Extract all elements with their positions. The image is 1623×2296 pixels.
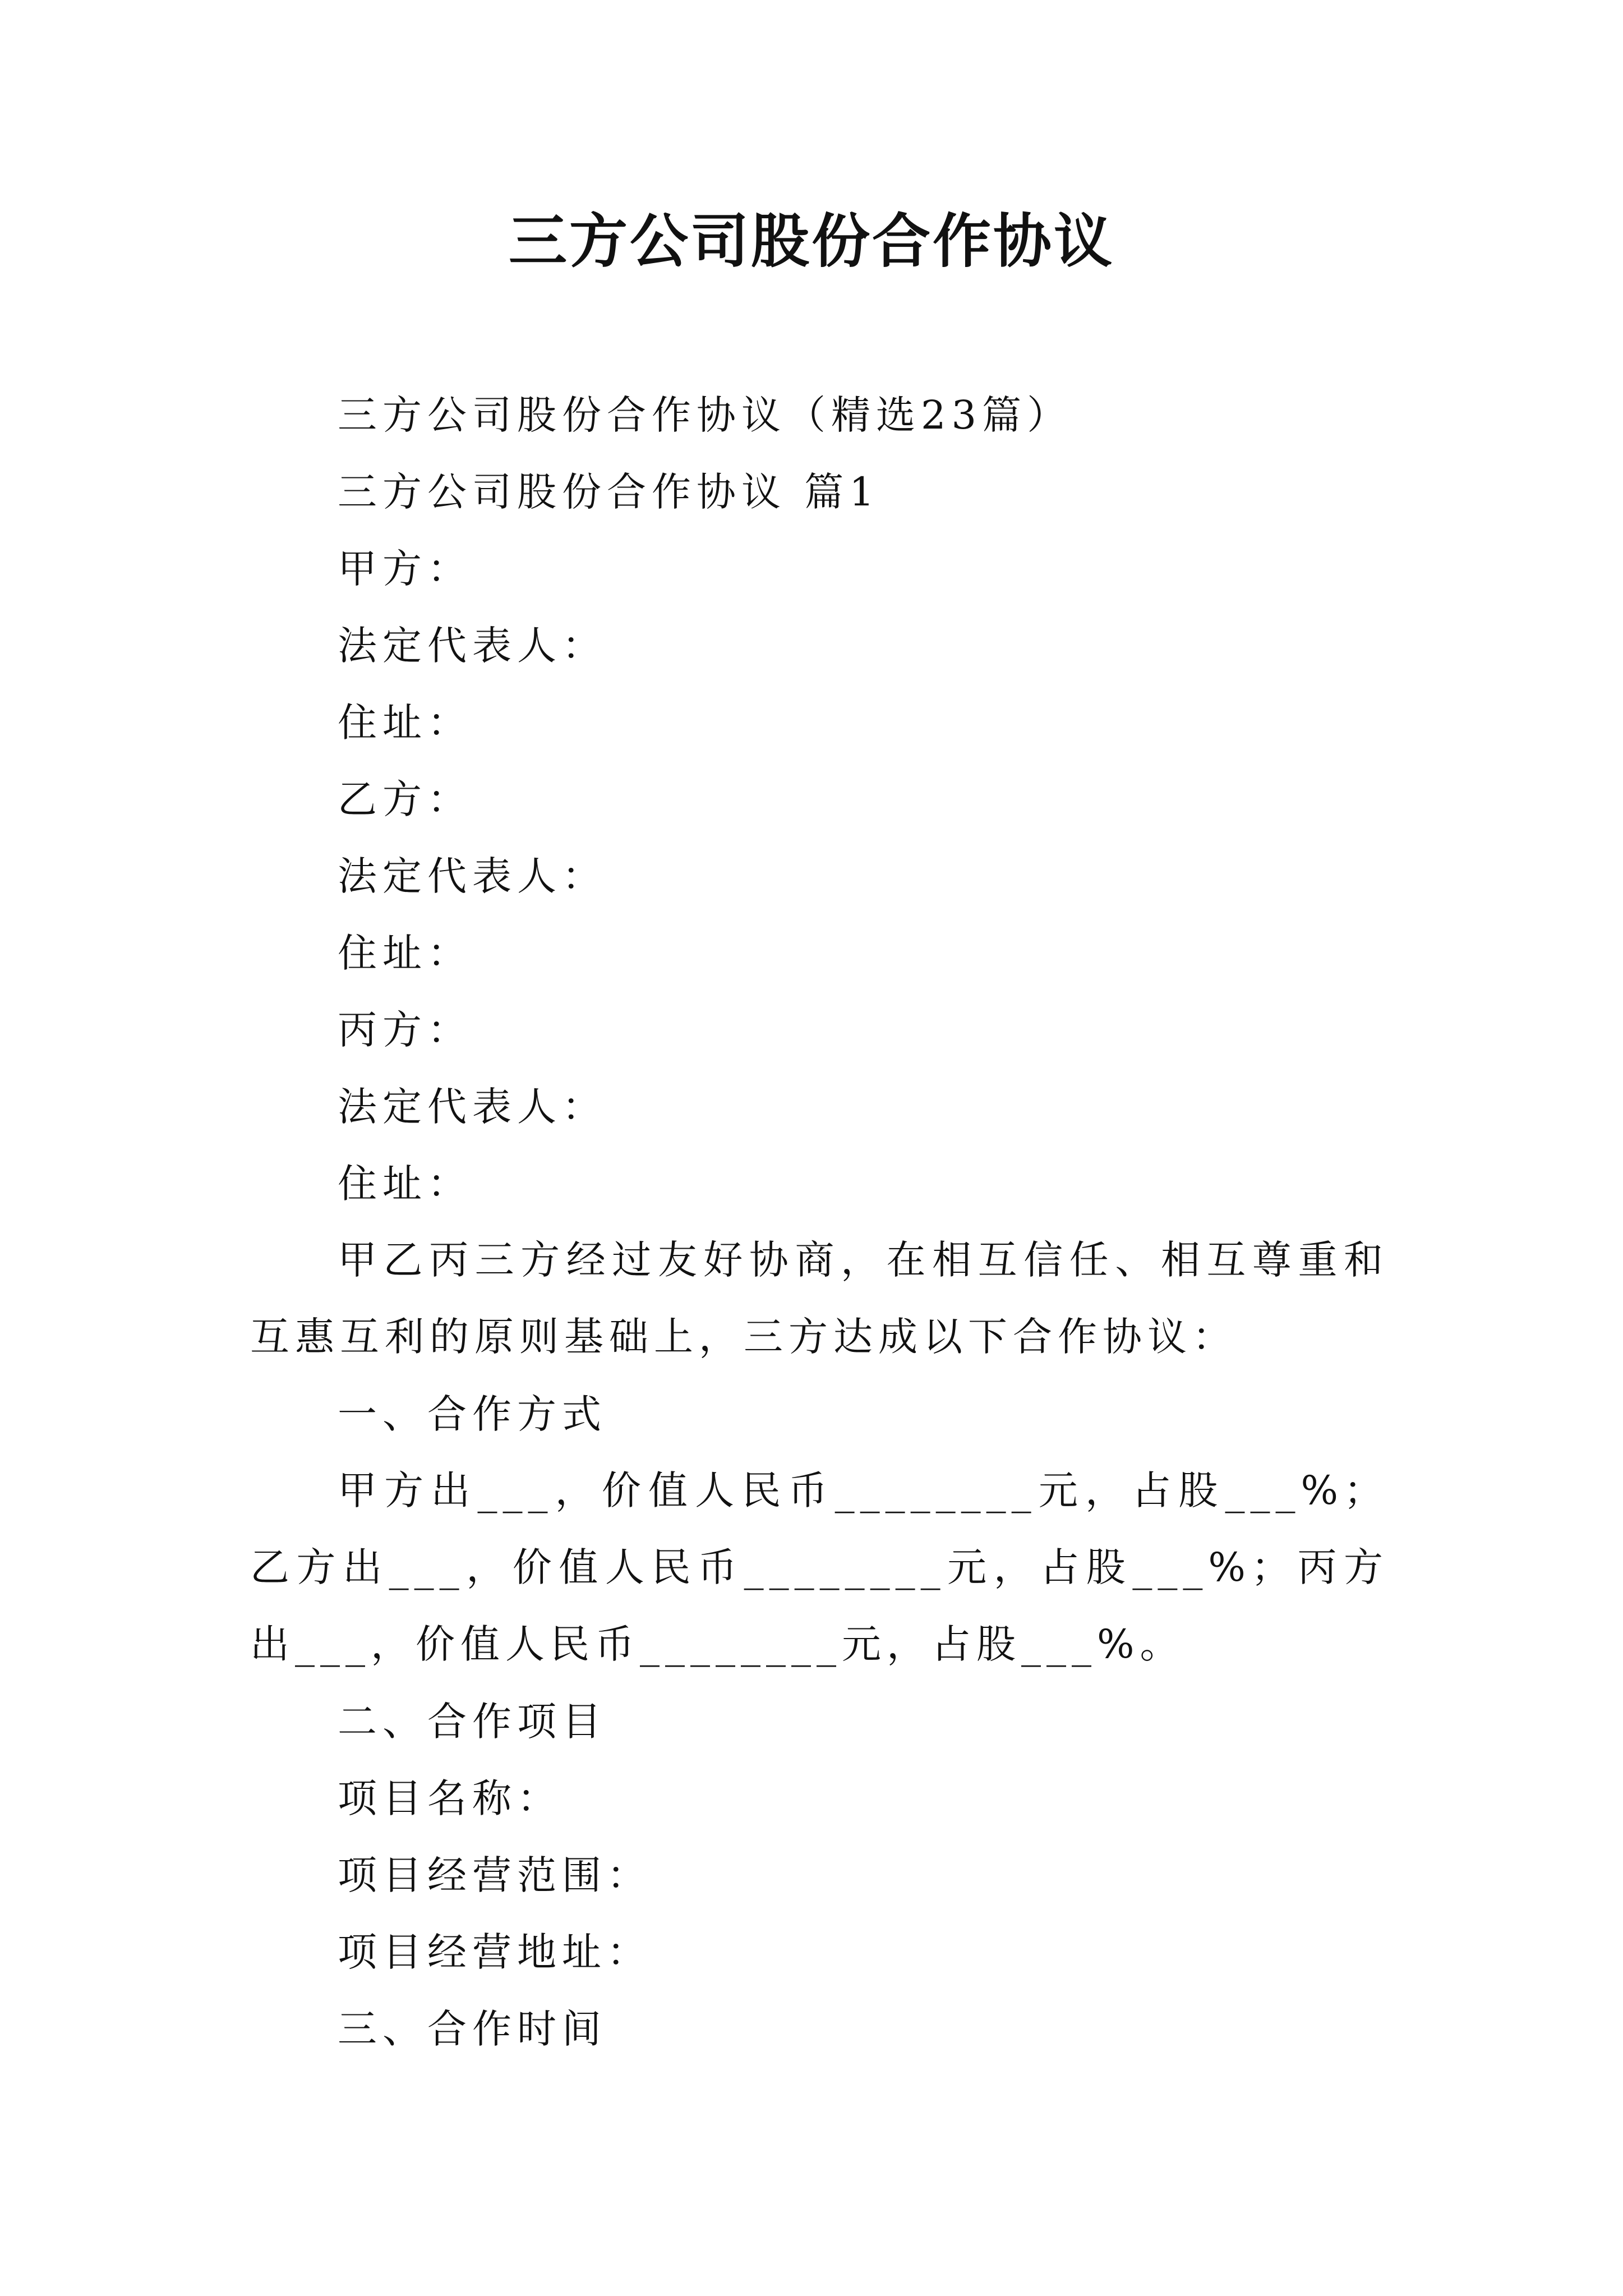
party-a-representative: 法定代表人：	[338, 623, 607, 669]
project-name-line: 项目名称：	[338, 1775, 562, 1821]
document-title: 三方公司股份合作协议	[508, 206, 1114, 275]
section-1-paragraph: 甲方出___，价值人民币________元，占股___%；乙方出___，价值人民币________元，占股___%；丙方出___，价值人民币________元，占股___%。	[250, 1467, 1389, 1667]
section-1-heading: 一、合作方式	[338, 1391, 607, 1437]
chapter-heading: 三方公司股份合作协议 篇1	[338, 469, 880, 515]
party-a-label: 甲方：	[338, 546, 472, 592]
party-b-address: 住址：	[338, 930, 472, 976]
party-c-representative: 法定代表人：	[338, 1084, 607, 1130]
project-scope-line: 项目经营范围：	[338, 1852, 652, 1898]
party-c-label: 丙方：	[338, 1007, 472, 1053]
project-address-line: 项目经营地址：	[338, 1929, 652, 1975]
section-2-heading: 二、合作项目	[338, 1699, 607, 1745]
party-b-representative: 法定代表人：	[338, 853, 607, 899]
intro-paragraph: 甲乙丙三方经过友好协商，在相互信任、相互尊重和互惠互利的原则基础上，三方达成以下合作协议：	[250, 1237, 1389, 1360]
subtitle-line: 三方公司股份合作协议（精选23篇）	[338, 392, 1072, 438]
party-c-address: 住址：	[338, 1161, 472, 1207]
section-3-heading: 三、合作时间	[338, 2006, 607, 2052]
party-b-label: 乙方：	[338, 776, 472, 822]
party-a-address: 住址：	[338, 700, 472, 746]
